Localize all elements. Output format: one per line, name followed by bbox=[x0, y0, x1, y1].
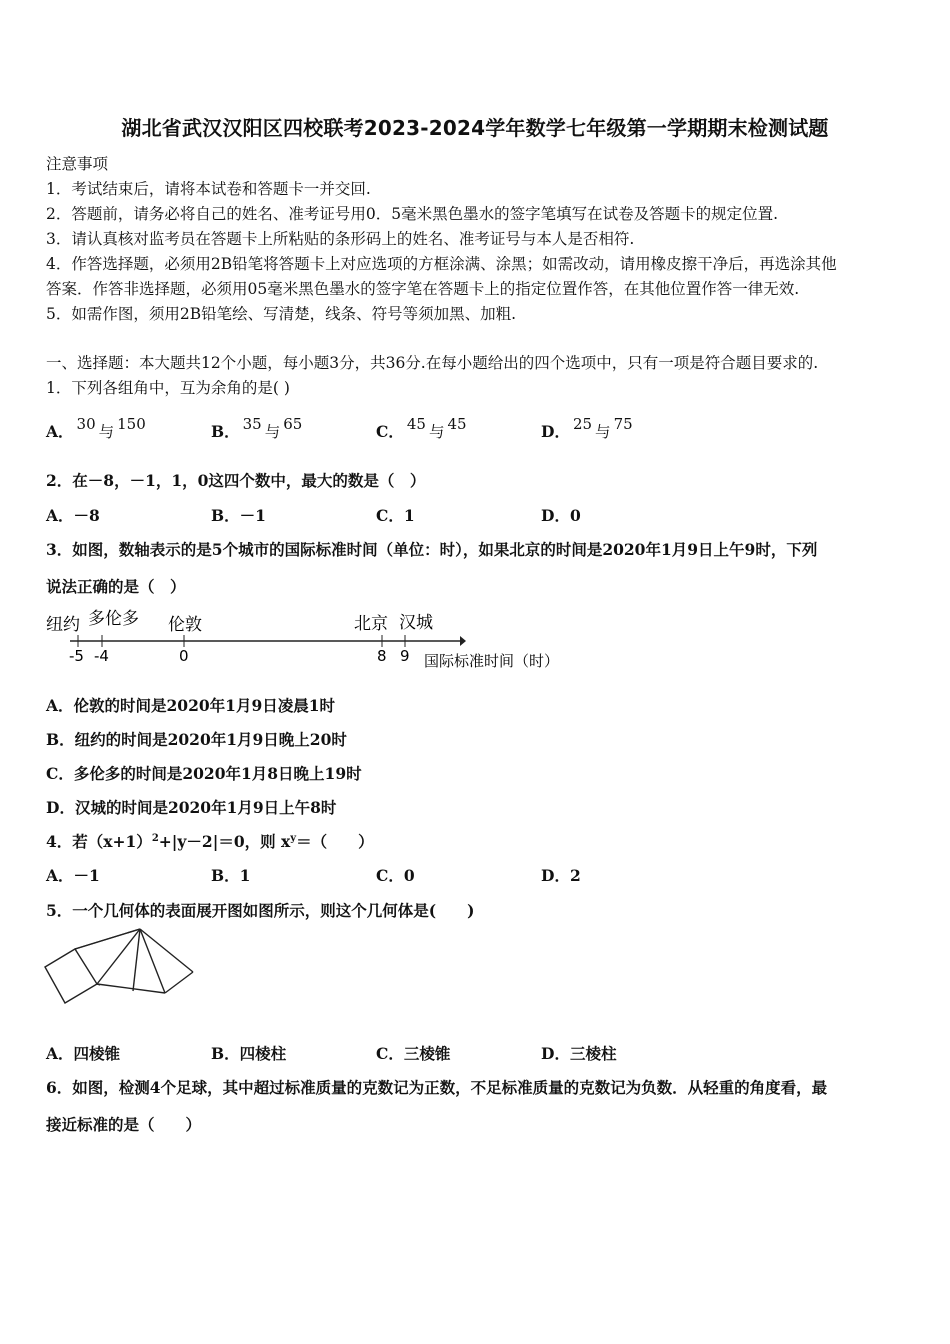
city-label-london: 伦敦 bbox=[168, 615, 202, 635]
question-6-stem-cont: 接近标准的是（ ） bbox=[46, 1115, 202, 1134]
question-4-stem: 4．若$(x+1)^2+|y-2|=0$，则 $x^y=$（ ） bbox=[46, 832, 374, 851]
option-c[interactable]: C．0 bbox=[376, 866, 415, 885]
option-b[interactable]: B．1 bbox=[211, 866, 251, 885]
tick-label: 9 bbox=[400, 647, 410, 665]
notice-item: 5．如需作图，须用2B铅笔绘、写清楚，线条、符号等须加黑、加粗. bbox=[46, 305, 517, 323]
tick-label: 8 bbox=[377, 647, 387, 665]
option-a[interactable]: A． 30 与 150 bbox=[46, 415, 146, 441]
triangle-edge bbox=[97, 984, 100, 985]
option-d[interactable]: D． 25 与 75 bbox=[541, 415, 633, 441]
net-edge bbox=[165, 972, 193, 993]
triangle-edge bbox=[133, 929, 140, 991]
option-b[interactable]: B． 35 与 65 bbox=[211, 415, 303, 441]
notice-heading: 注意事项 bbox=[46, 155, 109, 173]
arrow-head-icon bbox=[460, 636, 466, 646]
section-heading: 一、选择题：本大题共12个小题，每小题3分，共36分.在每小题给出的四个选项中，只有一项是符合题目要求的. bbox=[46, 354, 819, 372]
question-1-options bbox=[46, 415, 746, 446]
triangle-edge bbox=[75, 929, 140, 949]
option-d[interactable]: D．汉城的时间是2020年1月9日上午8时 bbox=[46, 798, 337, 817]
city-label-seoul: 汉城 bbox=[399, 613, 433, 633]
notice-item: 答案．作答非选择题，必须用05毫米黑色墨水的签字笔在答题卡上的指定位置作答，在其他位置作答一律无效. bbox=[46, 280, 800, 298]
notice-item: 3．请认真核对监考员在答题卡上所粘贴的条形码上的姓名、准考证号与本人是否相符. bbox=[46, 230, 635, 248]
tick-label: -4 bbox=[94, 647, 109, 665]
tick-label: -5 bbox=[69, 647, 84, 665]
option-c[interactable]: C． 45 与 45 bbox=[376, 415, 467, 441]
triangle-edge bbox=[97, 929, 140, 984]
option-c[interactable]: C．多伦多的时间是2020年1月8日晚上19时 bbox=[46, 764, 362, 783]
question-2-options bbox=[46, 504, 746, 530]
question-2-stem: 2．在－8，－1，1，0这四个数中，最大的数是（ ） bbox=[46, 471, 426, 490]
option-b[interactable]: B．纽约的时间是2020年1月9日晚上20时 bbox=[46, 730, 347, 749]
question-5-stem: 5．一个几何体的表面展开图如图所示，则这个几何体是( ) bbox=[46, 901, 475, 920]
question-3-stem-cont: 说法正确的是（ ） bbox=[46, 577, 186, 596]
option-c[interactable]: C．三棱锥 bbox=[376, 1044, 451, 1063]
notice-item: 2．答题前，请务必将自己的姓名、准考证号用0．5毫米黑色墨水的签字笔填写在试卷及答题卡的规定位置. bbox=[46, 205, 779, 223]
option-b[interactable]: B．四棱柱 bbox=[211, 1044, 287, 1063]
option-a[interactable]: A．伦敦的时间是2020年1月9日凌晨1时 bbox=[46, 696, 336, 715]
net-edge bbox=[97, 984, 165, 993]
question-3-stem: 3．如图，数轴表示的是5个城市的国际标准时间（单位：时），如果北京的时间是2020年1月9日上午9时，下列 bbox=[46, 540, 818, 559]
page-title: 湖北省武汉汉阳区四校联考2023-2024学年数学七年级第一学期期末检测试题 bbox=[121, 116, 829, 140]
option-b[interactable]: B．－1 bbox=[211, 506, 266, 525]
notice-item: 4．作答选择题，必须用2B铅笔将答题卡上对应选项的方框涂满、涂黑；如需改动，请用橡皮擦干净后，再选涂其他 bbox=[46, 255, 837, 273]
city-label-newyork: 纽约 bbox=[46, 615, 80, 635]
notice-item: 1．考试结束后，请将本试卷和答题卡一并交回. bbox=[46, 180, 371, 198]
number-line-figure bbox=[40, 602, 600, 680]
question-4-options bbox=[46, 864, 746, 890]
option-d[interactable]: D．0 bbox=[541, 506, 581, 525]
square-face bbox=[45, 949, 97, 1003]
question-1-stem: 1．下列各组角中，互为余角的是( ) bbox=[46, 379, 290, 397]
option-a[interactable]: A．－1 bbox=[46, 866, 100, 885]
city-label-beijing: 北京 bbox=[354, 614, 388, 634]
tick-label: 0 bbox=[179, 647, 189, 665]
question-5-options bbox=[46, 1042, 746, 1068]
city-label-toronto: 多伦多 bbox=[88, 609, 139, 629]
question-6-stem: 6．如图，检测4个足球，其中超过标准质量的克数记为正数，不足标准质量的克数记为负数．从轻重的角度看，最 bbox=[46, 1078, 828, 1097]
option-c[interactable]: C．1 bbox=[376, 506, 415, 525]
net-diagram bbox=[40, 925, 205, 1010]
axis-label: 国际标准时间（时） bbox=[424, 652, 560, 670]
option-a[interactable]: A．四棱锥 bbox=[46, 1044, 121, 1063]
option-d[interactable]: D．三棱柱 bbox=[541, 1044, 617, 1063]
option-a[interactable]: A．－8 bbox=[46, 506, 100, 525]
option-d[interactable]: D．2 bbox=[541, 866, 581, 885]
